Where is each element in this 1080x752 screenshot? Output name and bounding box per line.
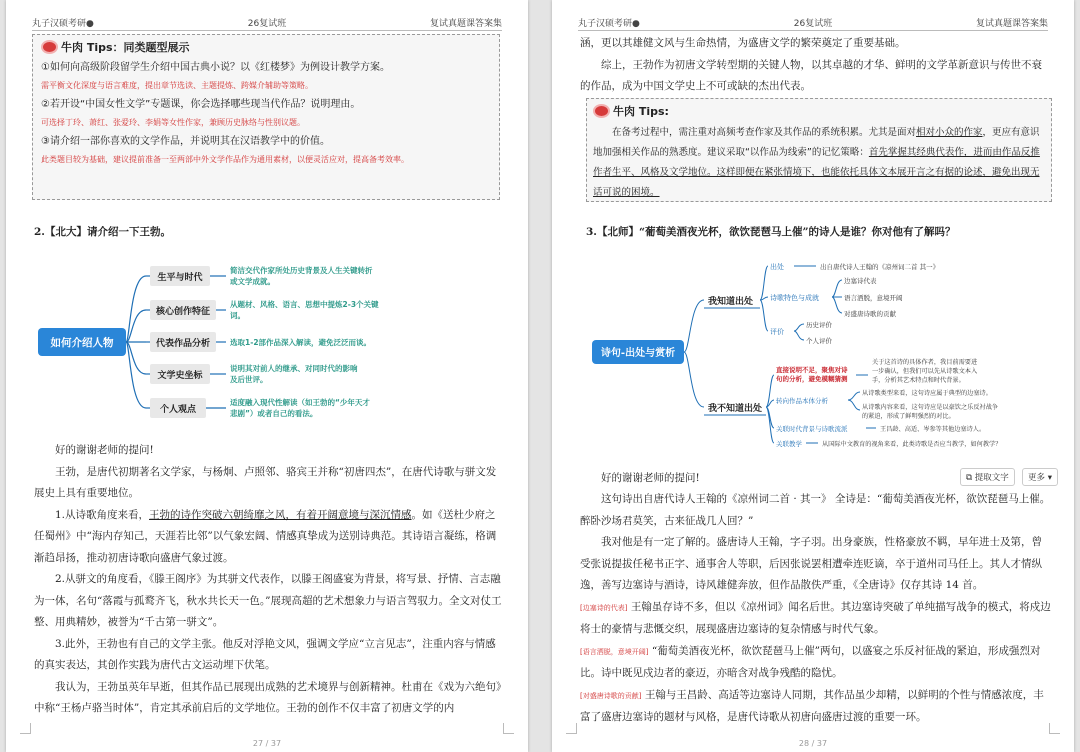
leaf-text: 手，分析其艺术特点和时代背景。 — [872, 377, 965, 384]
header-right: 复试真题课答案集 — [429, 19, 502, 29]
branch-desc: 词。 — [230, 311, 245, 320]
beef-icon — [41, 40, 58, 54]
leaf-text: 边塞诗代表 — [844, 277, 877, 285]
answer-body — [34, 440, 506, 720]
crop-mark — [1049, 723, 1060, 734]
answer-opening-row — [580, 468, 992, 490]
crop-mark — [20, 723, 31, 734]
subnode-label: 关联教学 — [776, 440, 802, 448]
beef-icon — [593, 104, 610, 118]
tips-box — [586, 98, 1052, 202]
branch-desc: 简洁交代作家所处历史背景及人生关键转折 — [230, 266, 373, 275]
page-number: 27 / 37 — [252, 739, 282, 748]
text-run: 王翰虽存诗不多，但以《凉州词》闻名后世。其边塞诗突破了单纯描写战争的模式，将戍边将士的豪情与悲慨交织，展现盛唐边塞诗的复杂情感与时代气象。 — [580, 600, 1051, 635]
continued-text — [580, 33, 1052, 98]
unknown-node-label: 我不知道出处 — [708, 404, 763, 414]
answer-opening: 好的谢谢老师的提问! — [601, 472, 700, 484]
tip-question: ②若开设“中国女性文学”专题课，你会选择哪些现当代作品？说明理由。 — [41, 99, 361, 110]
answer-paragraph: 王勃，是唐代初期著名文学家，与杨炯、卢照邻、骆宾王并称“初唐四杰”，在唐代诗歌与骈文发展史上具有重要地位。 — [34, 465, 497, 499]
tips-body — [593, 123, 1045, 203]
branch-label: 个人观点 — [159, 405, 197, 415]
leaf-text: 的紧迫，形成了鲜明强烈的对比。 — [862, 413, 955, 420]
text-run: ，更应有意识地加强相关作品的熟悉度。建议采取“以作品为线索”的记忆策略： — [593, 127, 1040, 158]
subnode-label: 出处 — [770, 263, 784, 271]
answer-paragraph: 这句诗出自唐代诗人王翰的《凉州词二首 · 其一》 全诗是：“葡萄美酒夜光杯，欲饮琵琶马上催。醉卧沙场君莫笑，古来征战几人回？” — [580, 493, 1051, 527]
answer-paragraph: 涵，更以其雄健文风与生命热情，为盛唐文学的繁荣奠定了重要基础。 — [580, 37, 906, 49]
subnode-label: 评价 — [770, 328, 784, 336]
page-number: 28 / 37 — [798, 739, 828, 748]
header-left: 丸子汉硕考研● — [32, 19, 94, 29]
answer-paragraph — [580, 597, 1052, 641]
page-header — [32, 14, 502, 31]
text-run: 王翰与王昌龄、高适等边塞诗人同期，其作品虽少却精，以鲜明的个性与情感浓度，丰富了盛唐边塞诗的题材与风格，是唐代诗歌从初唐向盛唐过渡的重要一环。 — [580, 688, 1044, 723]
subnode-label: 诗歌特色与成就 — [770, 294, 819, 302]
question-heading: 2.【北大】请介绍一下王勃。 — [34, 226, 171, 238]
tips-title: 牛肉 Tips: — [613, 105, 669, 118]
text-run: 1.从诗歌角度来看， — [55, 508, 150, 521]
header-center: 26复试班 — [247, 19, 287, 29]
document-page-27 — [6, 0, 528, 752]
chevron-down-icon: ▾ — [1047, 473, 1052, 483]
subnode-label: 句的分析，避免模糊猜测 — [776, 375, 848, 383]
leaf-text: 王昌龄、高适、岑参等其他边塞诗人。 — [880, 426, 986, 433]
subnode-label: 转向作品本体分析 — [776, 397, 828, 405]
underlined-text: 王勃的诗作突破六朝绮靡之风，有着开阔意境与深沉情感 — [149, 508, 412, 521]
leaf-text: 对盛唐诗歌的贡献 — [844, 310, 896, 318]
more-button[interactable] — [1022, 468, 1058, 486]
tip-question: ③请介绍一部你喜欢的文学作品，并说明其在汉语教学中的价值。 — [41, 136, 330, 147]
section-tag: [对盛唐诗歌的贡献] — [580, 691, 642, 700]
tips-title-row — [593, 103, 1045, 119]
mindmap-branch — [150, 332, 371, 352]
tip-answer: 需平衡文化深度与语言难度，提出章节选读、主题提炼、跨媒介辅助等策略。 — [41, 81, 313, 90]
subnode-label: 关联时代背景与诗歌流派 — [776, 425, 848, 433]
branch-label: 代表作品分析 — [155, 339, 211, 349]
tips-box — [32, 34, 500, 200]
section-tag: [语言洒脱，意境开阔] — [580, 647, 649, 656]
answer-paragraph: 2.从骈文的角度看，《滕王阁序》为其骈文代表作，以滕王阁盛宴为背景，将写景、抒情、言志融为一体，名句“落霞与孤鹜齐飞，秋水共长天一色。”展现高超的艺术想象力与语言驾驭力。全文对仗工整、用典精妙，被誉为“千古第一骈文”。 — [34, 573, 502, 628]
answer-paragraph — [34, 505, 506, 570]
more-label: 更多 — [1028, 473, 1046, 483]
answer-body — [580, 489, 1052, 729]
text-run: 。如《送杜少府之任蜀州》中“海内存知己，天涯若比邻”以气象宏阔、情感真挚成为送别诗典范。其诗语言凝练，格调渐趋昂扬，推动初唐诗歌向盛唐气象过渡。 — [34, 508, 497, 564]
tip-answer: 此类题目较为基础，建议提前准备一至两部中外文学作品作为通用素材，以便灵活应对，提高备考效率。 — [41, 155, 409, 164]
branch-label: 生平与时代 — [157, 273, 203, 283]
branch-desc: 及后世评。 — [230, 375, 268, 384]
header-right: 复试真题课答案集 — [975, 19, 1048, 29]
text-run: 在备考过程中，需注重对高频考查作家及其作品的系统积累。尤其是面对 — [612, 127, 917, 138]
crop-mark — [503, 723, 514, 734]
page-header — [578, 14, 1048, 31]
branch-desc: 说明其对前人的继承、对同时代的影响 — [230, 364, 358, 373]
branch-desc: 或文学成就。 — [230, 277, 275, 286]
crop-mark — [566, 723, 577, 734]
answer-paragraph: 我认为，王勃虽英年早逝，但其作品已展现出成熟的艺术境界与创新精神。杜甫在《戏为六绝句》中称“王杨卢骆当时体”，肯定其承前启后的文学地位。王勃的创作不仅丰富了初唐文学的内 — [34, 680, 502, 714]
underlined-text: 首先掌握其经典代表作，进而由作品反推作者生平、风格及文学地位。这样即便在紧张情境下，也能依托具体文本展开言之有据的论述，避免出现无话可说的困境。 — [593, 147, 1040, 198]
answer-opening: 好的谢谢老师的提问! — [55, 444, 154, 456]
mindmap-branch — [150, 397, 370, 418]
leaf-text: 历史评价 — [806, 321, 832, 329]
branch-desc: 选取1-2部作品深入解读，避免泛泛而谈。 — [230, 338, 372, 347]
tips-title-row — [41, 39, 491, 55]
subnode-label: 直接说明不足，聚焦对诗 — [776, 366, 848, 374]
header-center: 26复试班 — [793, 19, 833, 29]
document-page-28 — [552, 0, 1074, 752]
question-heading: 3.【北师】“葡萄美酒夜光杯，欲饮琵琶马上催”的诗人是谁？你对他有了解吗？ — [586, 226, 956, 238]
mindmap-person-intro — [34, 258, 424, 422]
header-left: 丸子汉硕考研● — [578, 19, 640, 29]
known-node-label: 我知道出处 — [708, 297, 754, 307]
mindmap-connectors — [684, 266, 876, 443]
branch-desc: 从题材、风格、语言、思想中提炼2-3个关键 — [230, 300, 379, 309]
leaf-text: 关于这首诗的具体作者，我目前需要进 — [872, 359, 978, 366]
extract-text-label: 提取文字 — [974, 473, 1009, 483]
underlined-text: 相对小众的作家 — [916, 127, 983, 138]
answer-paragraph: 我对他是有一定了解的。盛唐诗人王翰，字子羽。出身豪族，性格豪放不羁，早年进士及第，曾受张说提拔任秘书正字、通事舍人等职，后因张说罢相遭牵连贬谪，卒于道州司马任上。其人才情纵逸，善写边塞诗与酒诗，诗风雄健奔放，但作品散佚严重，《全唐诗》仅存其诗 14 首。 — [580, 536, 1042, 591]
mindmap-root-label: 如何介绍人物 — [50, 337, 114, 349]
leaf-text: 出自唐代诗人王翰的《凉州词二首 其一》 — [820, 263, 940, 271]
mindmap-root-label: 诗句-出处与赏析 — [600, 348, 676, 359]
answer-paragraph — [580, 641, 1052, 685]
leaf-text: 一步确认，但我们可以先从诗歌文本入 — [872, 368, 978, 375]
mindmap-branch — [150, 265, 373, 286]
tips-title: 牛肉 Tips：同类题型展示 — [61, 41, 190, 54]
branch-label: 核心创作特征 — [155, 307, 211, 317]
section-tag: [边塞诗的代表] — [580, 603, 628, 612]
branch-desc: 适度融入现代性解读（如王勃的“少年天才 — [230, 398, 370, 407]
leaf-text: 从诗歌类型来看，这句诗应属于典型的边塞诗。 — [862, 390, 992, 397]
tip-answer: 可选择丁玲、萧红、张爱玲、李娟等女性作家，兼顾历史脉络与性别议题。 — [41, 118, 305, 127]
branch-desc: 悲剧”）或者自己的看法。 — [230, 409, 318, 418]
answer-paragraph: 3.此外，王勃也有自己的文学主张。他反对浮艳文风，强调文学应“立言见志”，注重内容与情感的真实表达，其创作实践为唐代古文运动埋下伏笔。 — [34, 637, 496, 671]
leaf-text: 语言洒脱，意境开阔 — [844, 294, 903, 302]
leaf-text: 从诗歌内容来看，这句诗应是以豪饮之乐反衬战争 — [862, 404, 999, 411]
branch-label: 文学史坐标 — [157, 371, 203, 381]
mindmap-branch — [150, 299, 379, 320]
answer-paragraph — [580, 685, 1052, 729]
tip-question: ①如何向高级阶段留学生介绍中国古典小说？以《红楼梦》为例设计教学方案。 — [41, 62, 390, 73]
leaf-text: 个人评价 — [806, 337, 832, 345]
text-extract-icon: ⧉ — [966, 473, 973, 483]
answer-paragraph: 综上，王勃作为初唐文学转型期的关键人物，以其卓越的才华、鲜明的文学革新意识与传世不衰的作品，成为中国文学史上不可或缺的杰出代表。 — [580, 58, 1042, 92]
mindmap-poem-source — [586, 252, 1056, 452]
leaf-text: 从国际中文教育的视角来看，此类诗歌是否应当教学，如何教学？ — [822, 441, 1002, 448]
mindmap-branch — [150, 363, 358, 384]
text-run: “葡萄美酒夜光杯，欲饮琵琶马上催”两句，以盛宴之乐反衬征战的紧迫，形成强烈对比。诗中既见戍边者的豪迈，亦暗含对战争残酷的隐忧。 — [580, 644, 1041, 679]
